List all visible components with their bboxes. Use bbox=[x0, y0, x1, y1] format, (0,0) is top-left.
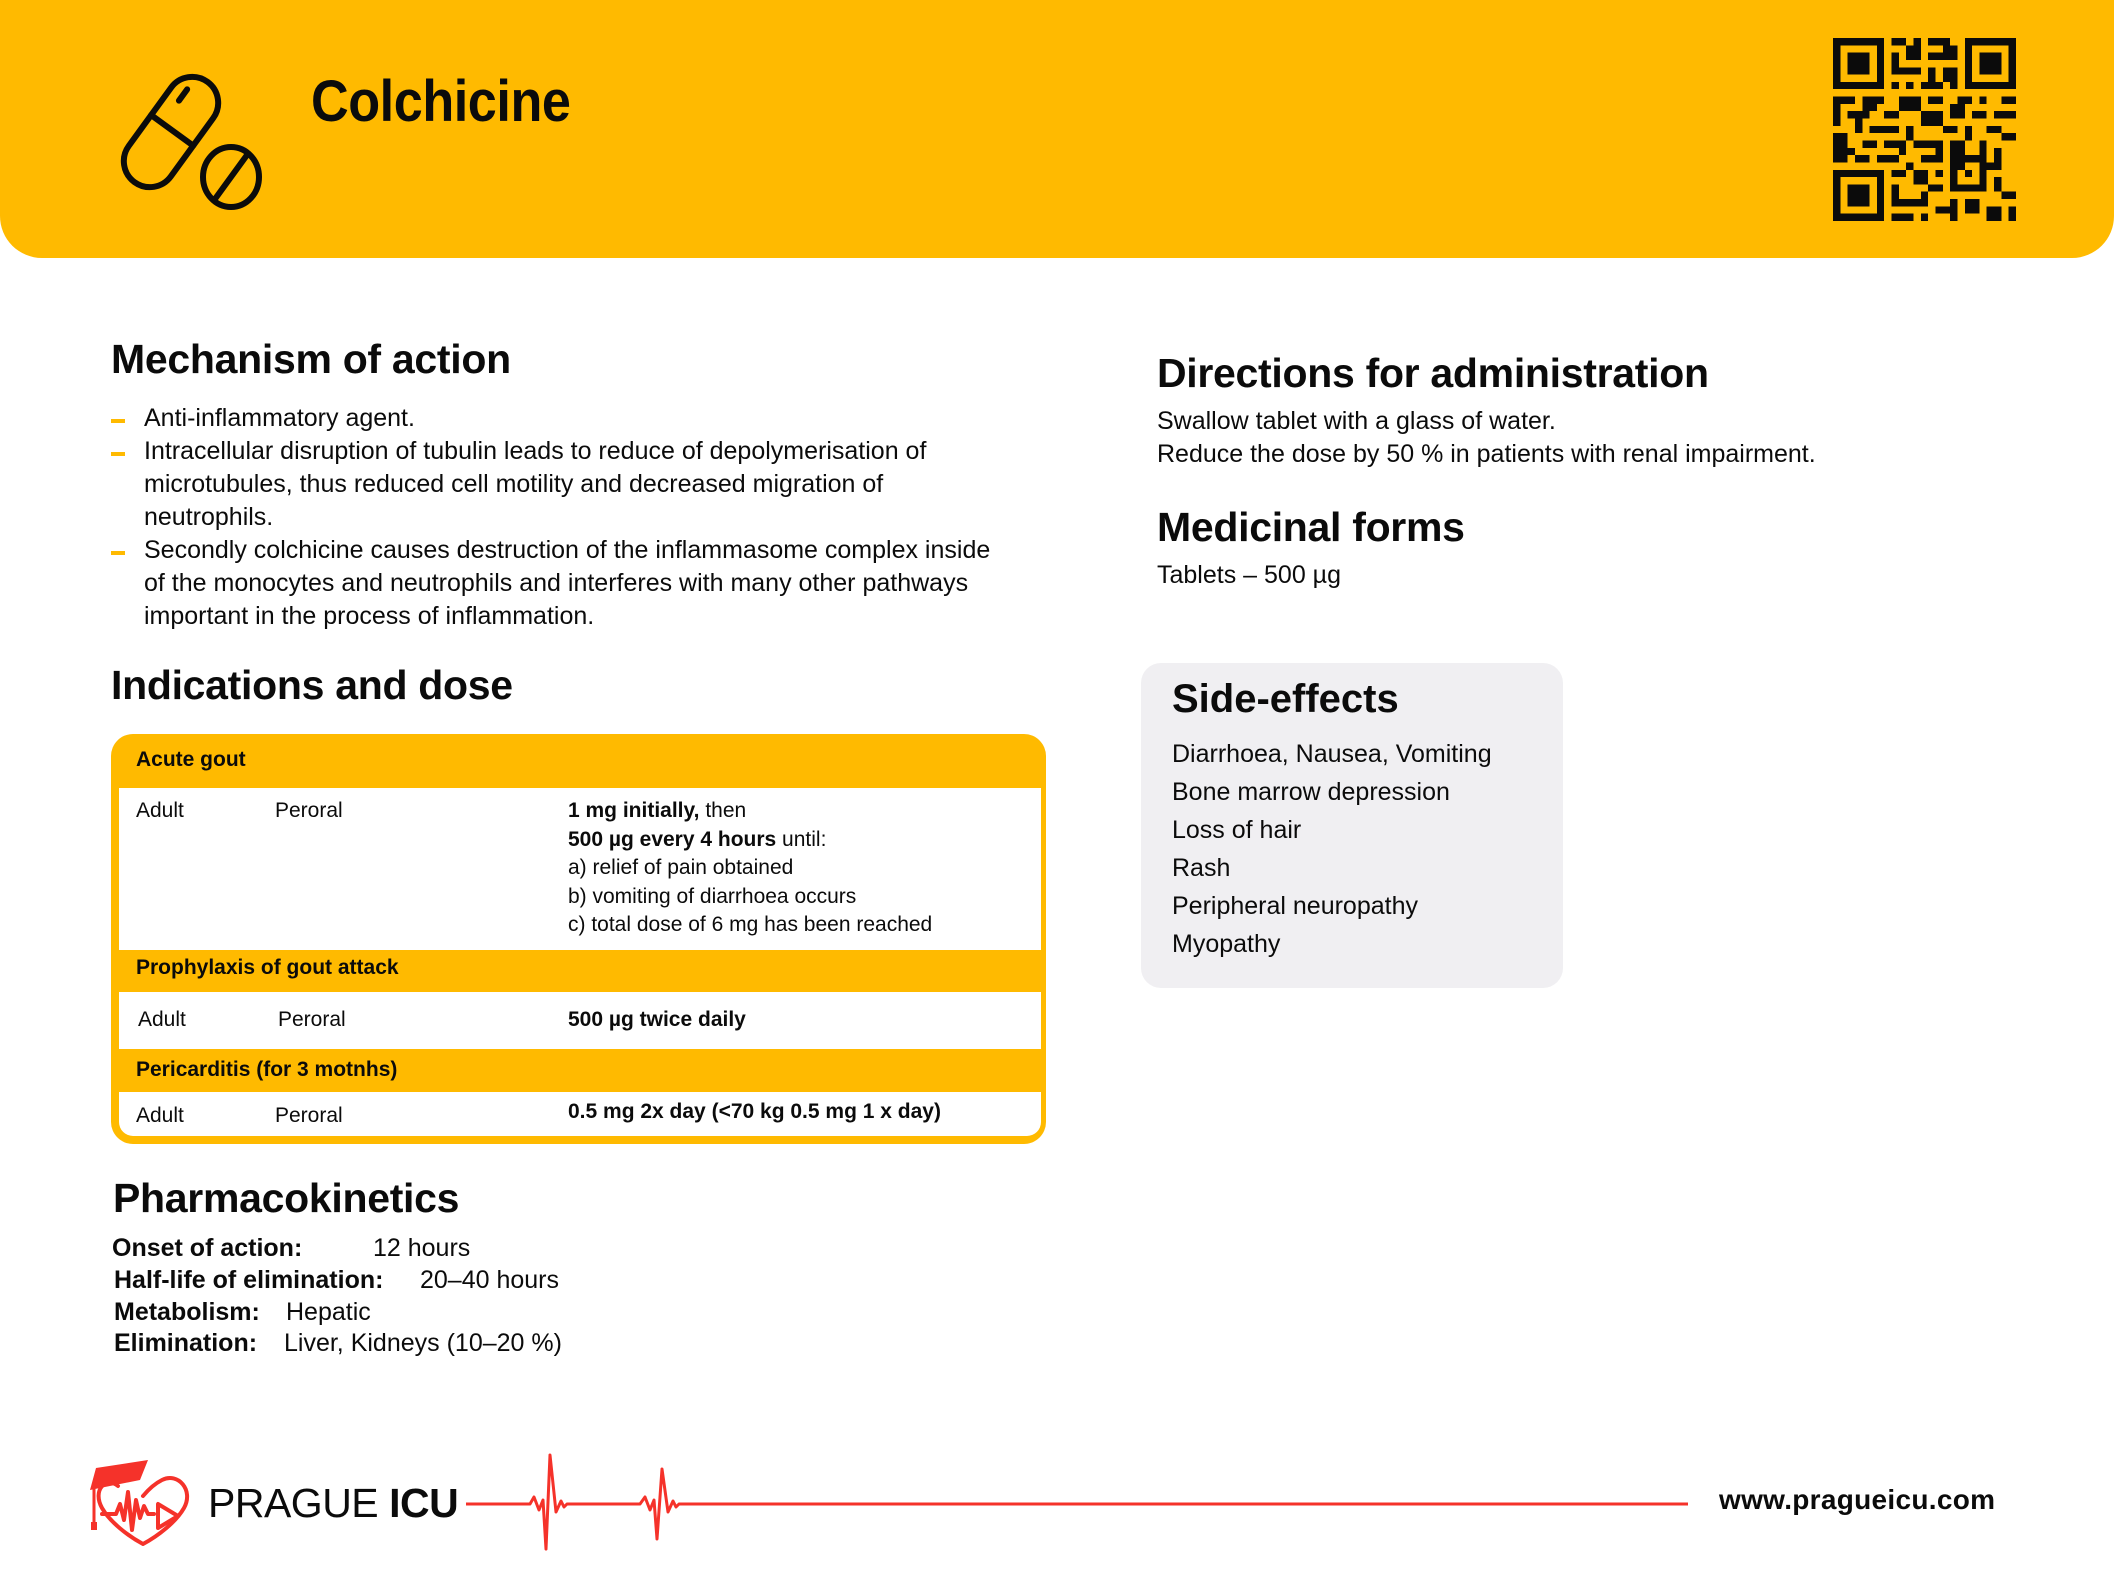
list-item: Anti-inflammatory agent. bbox=[110, 402, 1070, 435]
pill-icon bbox=[116, 70, 268, 212]
dose-table bbox=[111, 734, 1046, 1144]
route-cell: Peroral bbox=[275, 1104, 343, 1127]
header-banner bbox=[0, 0, 2114, 258]
ecg-line-icon bbox=[460, 1448, 1692, 1558]
medicinal-forms-text: Tablets – 500 µg bbox=[1157, 561, 1341, 589]
side-effects-heading: Side-effects bbox=[1172, 677, 1399, 721]
mechanism-list bbox=[110, 402, 1070, 633]
table-row bbox=[119, 992, 1041, 1049]
website-link[interactable]: www.pragueicu.com bbox=[1719, 1484, 1996, 1515]
patient-cell: Adult bbox=[136, 799, 184, 822]
medicinal-forms-heading: Medicinal forms bbox=[1157, 504, 1465, 550]
bullet-dash-icon bbox=[111, 419, 125, 423]
indications-heading: Indications and dose bbox=[111, 662, 513, 708]
bullet-dash-icon bbox=[111, 452, 125, 456]
list-item: Rash bbox=[1172, 854, 1231, 882]
dose-cell: 0.5 mg 2x day (<70 kg 0.5 mg 1 x day) bbox=[568, 1100, 941, 1123]
brand-name: PRAGUE ICU bbox=[208, 1480, 459, 1526]
list-item: Loss of hair bbox=[1172, 816, 1302, 844]
mechanism-heading: Mechanism of action bbox=[111, 336, 511, 382]
group-title: Acute gout bbox=[136, 748, 246, 771]
directions-heading: Directions for administration bbox=[1157, 350, 1709, 396]
patient-cell: Adult bbox=[138, 1008, 186, 1031]
dose-cell: 1 mg initially, then 500 µg every 4 hours until: a) relief of pain obtained b) vomiting of diarrhoea occurs c) total dose of 6 mg has been reached bbox=[568, 799, 933, 936]
patient-cell: Adult bbox=[136, 1104, 184, 1127]
table-row bbox=[119, 788, 1041, 950]
pharmacokinetics-heading: Pharmacokinetics bbox=[113, 1175, 460, 1221]
list-item: Peripheral neuropathy bbox=[1172, 892, 1418, 920]
route-cell: Peroral bbox=[275, 799, 343, 822]
bullet-dash-icon bbox=[111, 551, 125, 555]
qr-code-icon[interactable] bbox=[1833, 38, 2016, 221]
group-title: Prophylaxis of gout attack bbox=[136, 956, 399, 979]
side-effects-list bbox=[1172, 735, 1492, 963]
list-item: Secondly colchicine causes destruction of the inflammasome complex inside of the monocytes and neutrophils and interferes with many other pathways important in the process of inflammation. bbox=[110, 534, 1070, 633]
directions-line: Swallow tablet with a glass of water. bbox=[1157, 407, 1556, 435]
dose-cell: 500 µg twice daily bbox=[568, 1008, 746, 1031]
list-item: Intracellular disruption of tubulin leads to reduce of depolymerisation of microtubules, thus reduced cell motility and decreased migration of neutrophils. bbox=[110, 435, 1070, 534]
prague-icu-logo-icon bbox=[88, 1452, 198, 1548]
route-cell: Peroral bbox=[278, 1008, 346, 1031]
list-item: Myopathy bbox=[1172, 930, 1281, 958]
list-item: Diarrhoea, Nausea, Vomiting bbox=[1172, 740, 1492, 768]
table-row bbox=[119, 1092, 1041, 1136]
group-title: Pericarditis (for 3 motnhs) bbox=[136, 1058, 398, 1081]
side-effects-box bbox=[1141, 663, 1563, 988]
directions-line: Reduce the dose by 50 % in patients with renal impairment. bbox=[1157, 440, 1816, 468]
list-item: Bone marrow depression bbox=[1172, 778, 1450, 806]
page-title: Colchicine bbox=[311, 69, 571, 134]
